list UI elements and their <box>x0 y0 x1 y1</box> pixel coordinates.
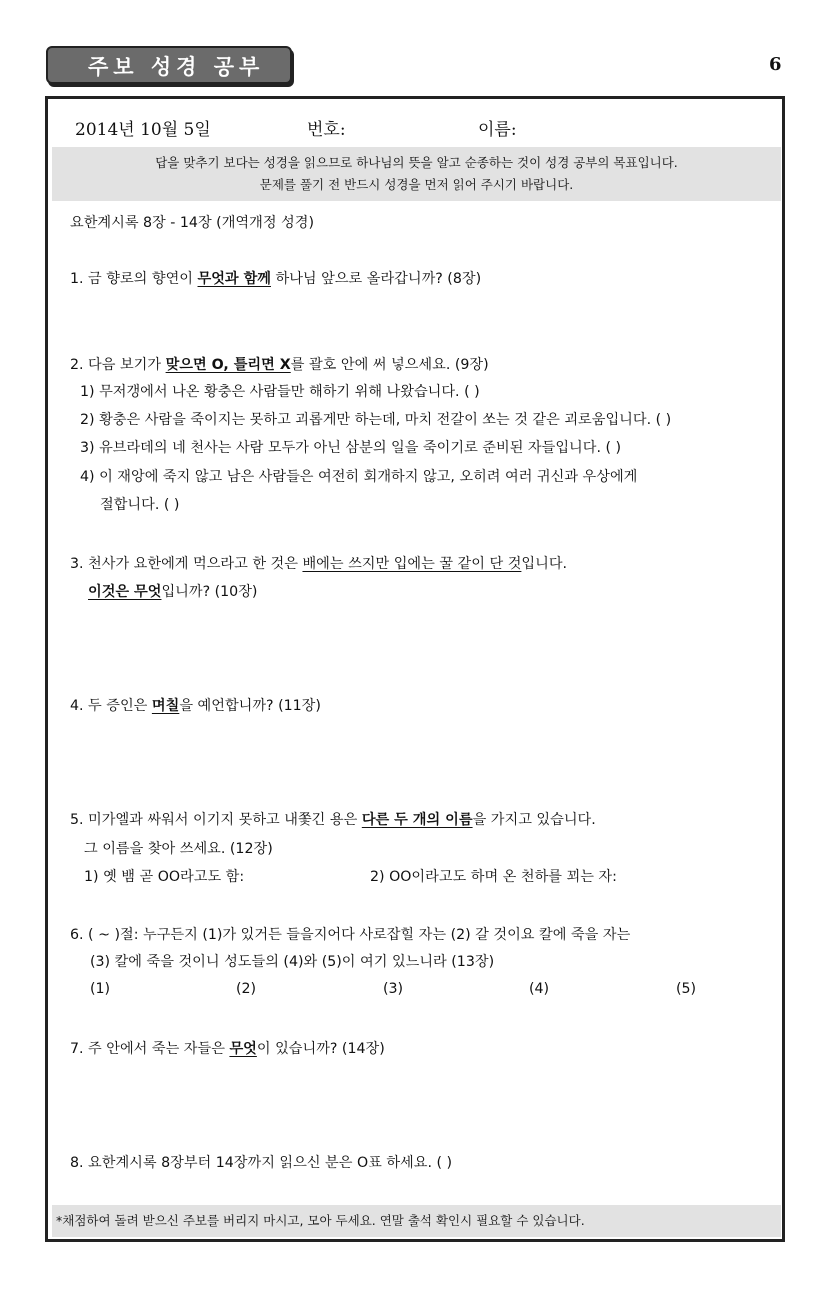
q5-answer-1: 1) 옛 뱀 곧 OO라고도 함: <box>84 869 245 885</box>
q1-text-end: 하나님 앞으로 올라갑니까? (8장) <box>270 271 482 287</box>
q6-blank-5: (5) <box>676 981 697 997</box>
question-2 <box>70 354 489 374</box>
q5-line-2: 그 이름을 찾아 쓰세요. (12장) <box>84 841 273 857</box>
q4-emphasis: 며칠 <box>151 698 180 714</box>
title-banner <box>46 46 292 84</box>
q5-emphasis: 다른 두 개의 이름 <box>361 812 473 828</box>
q2-text: 2. 다음 보기가 <box>70 357 166 373</box>
q2-item-3: 3) 유브라데의 네 천사는 사람 모두가 아닌 삼분의 일을 죽이기로 준비된 자들입니다. ( ) <box>80 440 622 456</box>
q7-text-end: 이 있습니까? (14장) <box>256 1041 385 1057</box>
question-7 <box>70 1038 385 1058</box>
q2-item-4-cont: 절합니다. ( ) <box>100 497 180 513</box>
question-6: 6. ( ~ )절: 누구든지 (1)가 있거든 들을지어다 사로잡힐 자는 (2) 갈 것이요 칼에 죽을 자는 <box>70 927 631 943</box>
q5-answer-2: 2) OO이라고도 하며 온 천하를 꾀는 자: <box>370 869 617 885</box>
q1-emphasis: 무엇과 함께 <box>197 271 271 287</box>
question-4 <box>70 695 321 715</box>
scope-label: 요한계시록 8장 - 14장 (개역개정 성경) <box>70 215 314 231</box>
q3-text: 3. 천사가 요한에게 먹으라고 한 것은 <box>70 556 303 572</box>
q3-text-mid: 입니다. <box>521 556 568 572</box>
footer-note: *채점하여 돌려 받으신 주보를 버리지 마시고, 모아 두세요. 연말 출석 확인시 필요할 수 있습니다. <box>52 1205 781 1237</box>
q6-blank-2: (2) <box>236 981 257 997</box>
q5-text: 5. 미가엘과 싸워서 이기지 못하고 내쫓긴 용은 <box>70 812 362 828</box>
q2-item-4: 4) 이 재앙에 죽지 않고 남은 사람들은 여전히 회개하지 않고, 오히려 여러 귀신과 우상에게 <box>80 469 638 485</box>
q3-emphasis-1: 배에는 쓰지만 입에는 꿀 같이 단 것 <box>302 556 522 572</box>
q2-item-2: 2) 황충은 사람을 죽이지는 못하고 괴롭게만 하는데, 마치 전갈이 쏘는 것 같은 괴로움입니다. ( ) <box>80 412 672 428</box>
question-5 <box>70 809 596 829</box>
q6-blank-1: (1) <box>90 981 111 997</box>
question-3-line-2 <box>88 581 257 601</box>
question-1 <box>70 268 481 288</box>
name-label: 이름: <box>478 120 517 140</box>
q7-text: 7. 주 안에서 죽는 자들은 <box>70 1041 230 1057</box>
q6-line-2: (3) 칼에 죽을 것이니 성도들의 (4)와 (5)이 여기 있느니라 (13장) <box>90 954 495 970</box>
q3-text-end: 입니까? (10장) <box>161 584 258 600</box>
date-label: 2014년 10월 5일 <box>75 120 211 140</box>
page-title: 주보 성경 공부 <box>88 55 265 79</box>
q4-text-end: 을 예언합니까? (11장) <box>179 698 321 714</box>
q6-blank-4: (4) <box>529 981 550 997</box>
q2-text-end: 를 괄호 안에 써 넣으세요. (9장) <box>290 357 489 373</box>
q2-item-1: 1) 무저갱에서 나온 황충은 사람들만 해하기 위해 나왔습니다. ( ) <box>80 384 480 400</box>
q1-text: 1. 금 향로의 향연이 <box>70 271 198 287</box>
question-3 <box>70 553 567 573</box>
q7-emphasis: 무엇 <box>229 1041 257 1057</box>
notice-line-1: 답을 맞추기 보다는 성경을 읽으므로 하나님의 뜻을 알고 순종하는 것이 성경 공부의 목표입니다. <box>155 155 678 170</box>
notice-line-2: 문제를 풀기 전 반드시 성경을 먼저 읽어 주시기 바랍니다. <box>259 177 574 192</box>
number-label: 번호: <box>307 120 346 140</box>
question-8: 8. 요한계시록 8장부터 14장까지 읽으신 분은 O표 하세요. ( ) <box>70 1155 453 1171</box>
notice-box <box>52 147 781 201</box>
page-number: 6 <box>769 54 782 75</box>
q5-text-end: 을 가지고 있습니다. <box>472 812 596 828</box>
q4-text: 4. 두 증인은 <box>70 698 152 714</box>
q3-emphasis-2: 이것은 무엇 <box>88 584 162 600</box>
q2-emphasis: 맞으면 O, 틀리면 X <box>165 357 291 373</box>
q6-blank-3: (3) <box>383 981 404 997</box>
